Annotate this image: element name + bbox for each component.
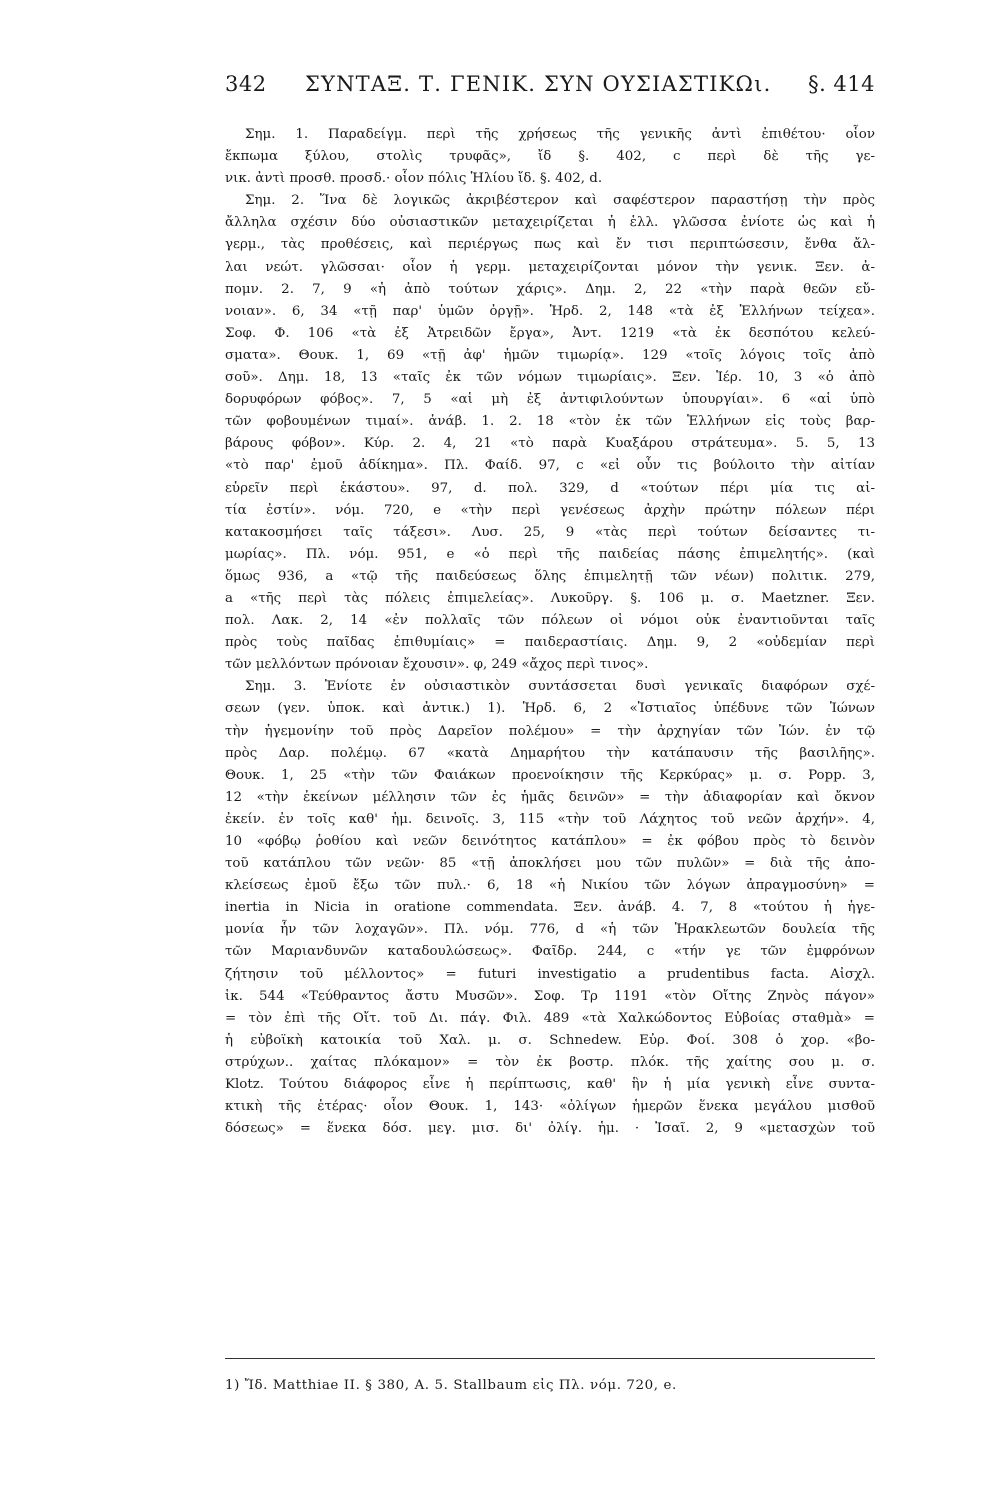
running-title: ΣΥΝΤΑΞ. Τ. ΓΕΝΙΚ. ΣΥΝ ΟΥΣΙΑΣΤΙΚΩι.: [305, 72, 772, 96]
text-line: ζήτησιν τοῦ μέλλοντος» = futuri investigatio a prudentibus facta. Αἰσχλ.: [225, 966, 875, 982]
text-line: 10 «φόβῳ ῥοθίου καὶ νεῶν δεινότητος κατάπλου» = ἐκ φόβου πρὸς τὸ δεινὸν: [225, 834, 875, 849]
text-line: inertia in Nicia in oratione commendata. Ξεν. ἀνάβ. 4. 7, 8 «τούτου ἡ ἡγε-: [225, 900, 875, 916]
text-line: ἄλληλα σχέσιν δύο οὐσιαστικῶν μεταχειρίζεται ἡ ἑλλ. γλῶσσα ἐνίοτε ὡς καὶ ἡ: [225, 215, 875, 231]
text-line: πρὸς Δαρ. πολέμῳ. 67 «κατὰ Δημαρήτου τὴν κατάπαυσιν τῆς βασιλῆης».: [225, 745, 875, 761]
text-line: λαι νεώτ. γλῶσσαι· οἷον ἡ γερμ. μεταχειρίζονται μόνον τὴν γενικ. Ξεν. ἀ-: [225, 259, 875, 275]
text-line: εὑρεῖν περὶ ἑκάστου». 97, d. πολ. 329, d «τούτων πέρι μία τις αἰ-: [225, 480, 875, 496]
text-line: ἐκείν. ἐν τοῖς καθ' ἡμ. δεινοῖς. 3, 115 «τὴν τοῦ Λάχητος τοῦ νεῶν ἀρχήν». 4,: [225, 811, 875, 827]
section-number: §. 414: [808, 72, 875, 96]
text-line: τῶν φοβουμένων τιμαί». ἀνάβ. 1. 2. 18 «τὸν ἐκ τῶν Ἑλλήνων εἰς τοὺς βαρ-: [225, 414, 875, 430]
text-line: νικ. ἀντὶ προσθ. προσδ.· οἷον πόλις Ἡλίου ἴδ. §. 402, d.: [225, 171, 603, 187]
text-line: ἱκ. 544 «Τεύθραντος ἄστυ Μυσῶν». Σοφ. Τρ 1191 «τὸν Οἴτης Ζηνὸς πάγον»: [225, 988, 875, 1004]
page-number: 342: [225, 72, 267, 96]
text-line: Θουκ. 1, 25 «τὴν τῶν Φαιάκων προενοίκησιν τῆς Κερκύρας» μ. σ. Popp. 3,: [225, 767, 875, 783]
text-line: τοῦ κατάπλου τῶν νεῶν· 85 «τῇ ἀποκλήσει μου τῶν πυλῶν» = διὰ τῆς ἀπο-: [225, 856, 875, 872]
text-line: κατακοσμήσει ταῖς τάξεσι». Λυσ. 25, 9 «τὰς περὶ τούτων δείσαντες τι-: [225, 524, 875, 540]
text-line: 12 «τὴν ἐκείνων μέλλησιν τῶν ἐς ἡμᾶς δεινῶν» = τὴν ἀδιαφορίαν καὶ ὄκνον: [225, 789, 875, 805]
text-line: τῶν μελλόντων πρόνοιαν ἔχουσιν». φ, 249 «ἄχος περὶ τινος».: [225, 657, 649, 673]
footnote-separator: [225, 1358, 875, 1367]
text-line: ἡ εὐβοϊκὴ κατοικία τοῦ Χαλ. μ. σ. Schnedew. Εὐρ. Φοί. 308 ὁ χορ. «βο-: [225, 1032, 875, 1048]
text-line: κλείσεως ἐμοῦ ἔξω τῶν πυλ.· 6, 18 «ἡ Νικίου τῶν λόγων ἀπραγμοσύνη» =: [225, 878, 875, 894]
text-line: κτικὴ τῆς ἑτέρας· οἷον Θουκ. 1, 143· «ὀλίγων ἡμερῶν ἕνεκα μεγάλου μισθοῦ: [225, 1099, 875, 1115]
text-line: σματα». Θουκ. 1, 69 «τῇ ἀφ' ἡμῶν τιμωρίᾳ». 129 «τοῖς λόγοις τοῖς ἀπὸ: [225, 347, 875, 363]
text-line: μωρίας». Πλ. νόμ. 951, e «ὁ περὶ τῆς παιδείας πάσης ἐπιμελητής». (καὶ: [225, 546, 875, 562]
text-line: δορυφόρων φόβος». 7, 5 «αἱ μὴ ἐξ ἀντιφιλούντων ὑπουργίαι». 6 «αἱ ὑπὸ: [225, 392, 875, 408]
text-line: Klotz. Τούτου διάφορος εἶνε ἡ περίπτωσις, καθ' ἣν ἡ μία γενικὴ εἶνε συντα-: [225, 1077, 875, 1093]
text-line: πολ. Λακ. 2, 14 «ἐν πολλαῖς τῶν πόλεων οἱ νόμοι οὐκ ἐναντιοῦνται ταῖς: [225, 613, 875, 629]
text-line: τῶν Μαριανδυνῶν καταδουλώσεως». Φαῖδρ. 244, c «τήν γε τῶν ἐμφρόνων: [225, 944, 875, 960]
running-header: [225, 72, 875, 106]
text-line: μονία ἦν τῶν λοχαγῶν». Πλ. νόμ. 776, d «ἡ τῶν Ἡρακλεωτῶν δουλεία τῆς: [225, 922, 875, 938]
text-line: Σημ. 2. Ἵνα δὲ λογικῶς ἀκριβέστερον καὶ σαφέστερον παραστήσῃ τὴν πρὸς: [245, 193, 875, 209]
text-line: νοιαν». 6, 34 «τῇ παρ' ὑμῶν ὀργῇ». Ἡρδ. 2, 148 «τὰ ἐξ Ἑλλήνων τείχεα».: [225, 303, 875, 319]
text-line: a «τῆς περὶ τὰς πόλεις ἐπιμελείας». Λυκοῦργ. §. 106 μ. σ. Maetzner. Ξεν.: [225, 590, 875, 606]
text-line: πρὸς τοὺς παῖδας ἐπιθυμίαις» = παιδεραστίαις. Δημ. 9, 2 «οὐδεμίαν περὶ: [225, 635, 875, 651]
text-line: τία ἐστίν». νόμ. 720, e «τὴν περὶ γενέσεως ἀρχὴν πρώτην πόλεων πέρι: [225, 502, 875, 518]
text-line: τὴν ἡγεμονίην τοῦ πρὸς Δαρεῖον πολέμου» = τὴν ἀρχηγίαν τῶν Ἰών. ἐν τῷ: [225, 723, 875, 739]
text-line: σοῦ». Δημ. 18, 13 «ταῖς ἐκ τῶν νόμων τιμωρίαις». Ξεν. Ἱέρ. 10, 3 «ὁ ἀπὸ: [225, 370, 875, 386]
footnote: 1) Ἴδ. Matthiae II. § 380, A. 5. Stallbaum εἰς Πλ. νόμ. 720, e.: [225, 1378, 677, 1393]
text-line: Σημ. 3. Ἐνίοτε ἐν οὐσιαστικὸν συντάσσεται δυσὶ γενικαῖς διαφόρων σχέ-: [245, 679, 875, 695]
text-line: δόσεως» = ἕνεκα δόσ. μεγ. μισ. δι' ὀλίγ. ἡμ. · Ἰσαῖ. 2, 9 «μετασχὼν τοῦ: [225, 1121, 875, 1137]
text-line: ἔκπωμα ξύλου, στολὶς τρυφᾶς», ἴδ §. 402, c περὶ δὲ τῆς γε-: [225, 149, 875, 165]
text-line: πομν. 2. 7, 9 «ἡ ἀπὸ τούτων χάρις». Δημ. 2, 22 «τὴν παρὰ θεῶν εὔ-: [225, 281, 875, 297]
body-text: [225, 124, 875, 1140]
text-line: στρύχων.. χαίτας πλόκαμον» = τὸν ἐκ βοστρ. πλόκ. τῆς χαίτης σου μ. σ.: [225, 1054, 875, 1070]
text-line: Σημ. 1. Παραδείγμ. περὶ τῆς χρήσεως τῆς γενικῆς ἀντὶ ἐπιθέτου· οἷον: [245, 127, 875, 142]
text-line: ὅμως 936, a «τῷ τῆς παιδεύσεως ὅλης ἐπιμελητῇ τῶν νέων) πολιτικ. 279,: [225, 568, 875, 584]
text-line: «τὸ παρ' ἐμοῦ ἀδίκημα». Πλ. Φαίδ. 97, c «εἰ οὖν τις βούλοιτο τὴν αἰτίαν: [225, 458, 875, 474]
text-line: γερμ., τὰς προθέσεις, καὶ περιέργως πως καὶ ἔν τισι περιπτώσεσιν, ἔνθα ἄλ-: [225, 237, 875, 253]
text-line: σεων (γεν. ὑποκ. καὶ ἀντικ.) 1). Ἡρδ. 6, 2 «Ἱστιαῖος ὑπέδυνε τῶν Ἰώνων: [225, 701, 875, 717]
text-line: = τὸν ἐπὶ τῆς Οἴτ. τοῦ Δι. πάγ. Φιλ. 489 «τὰ Χαλκώδοντος Εὐβοίας σταθμὰ» =: [225, 1010, 875, 1026]
text-line: βάρους φόβον». Κύρ. 2. 4, 21 «τὸ παρὰ Κυαξάρου στράτευμα». 5. 5, 13: [225, 436, 875, 452]
text-line: Σοφ. Φ. 106 «τὰ ἐξ Ἀτρειδῶν ἔργα», Ἀντ. 1219 «τὰ ἐκ δεσπότου κελεύ-: [225, 325, 875, 341]
